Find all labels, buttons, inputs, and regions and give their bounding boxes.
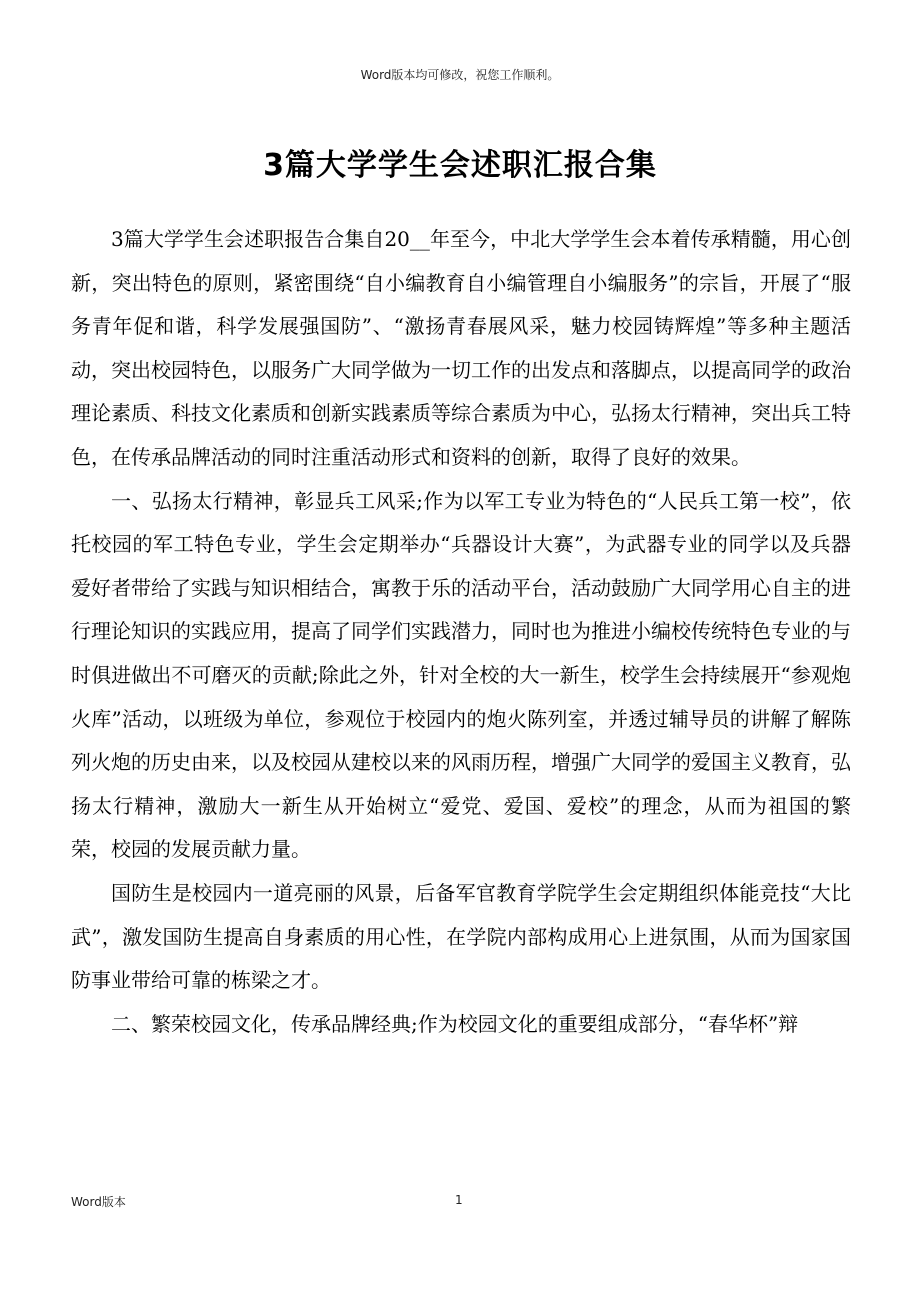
page-number: 1 bbox=[455, 1193, 463, 1207]
footer-label: Word版本 bbox=[71, 1195, 126, 1209]
paragraph-national-defense: 国防生是校园内一道亮丽的风景，后备军官教育学院学生会定期组织体能竞技“大比武”，激发国防生提高自身素质的用心性，在学院内部构成用心上进氛围，从而为国家国防事业带给可靠的栋梁之才。 bbox=[71, 880, 851, 993]
paragraph-intro: 3篇大学学生会述职报告合集自20__年至今，中北大学学生会本着传承精髓，用心创新，突出特色的原则，紧密围绕“自小编教育自小编管理自小编服务”的宗旨，开展了“服务青年促和谐，科学发展强国防”、“激扬青春展风采，魅力校园铸辉煌”等多种主题活动，突出校园特色，以服务广大同学做为一切工作的出发点和落脚点，以提高同学的政治理论素质、科技文化素质和创新实践素质等综合素质为中心，弘扬太行精神，突出兵工特色，在传承品牌活动的同时注重活动形式和资料的创新，取得了良好的效果。 bbox=[71, 227, 851, 469]
document-title: 3篇大学学生会述职汇报合集 bbox=[263, 148, 657, 183]
paragraph-section-two: 二、繁荣校园文化，传承品牌经典;作为校园文化的重要组成部分，“春华杯”辩 bbox=[111, 1011, 799, 1036]
document-body bbox=[71, 218, 851, 1046]
paragraph-section-one: 一、弘扬太行精神，彰显兵工风采;作为以军工专业为特色的“人民兵工第一校”，依托校园的军工特色专业，学生会定期举办“兵器设计大赛”，为武器专业的同学以及兵器爱好者带给了实践与知识相结合，寓教于乐的活动平台，活动鼓励广大同学用心自主的进行理论知识的实践应用，提高了同学们实践潜力，同时也为推进小编校传统特色专业的与时俱进做出不可磨灭的贡献;除此之外，针对全校的大一新生，校学生会持续展开“参观炮火库”活动，以班级为单位，参观位于校园内的炮火陈列室，并透过辅导员的讲解了解陈列火炮的历史由来，以及校园从建校以来的风雨历程，增强广大同学的爱国主义教育，弘扬太行精神，激励大一新生从开始树立“爱党、爱国、爱校”的理念，从而为祖国的繁荣，校园的发展贡献力量。 bbox=[71, 488, 851, 862]
page-header-note: Word版本均可修改，祝您工作顺利。 bbox=[360, 68, 560, 82]
